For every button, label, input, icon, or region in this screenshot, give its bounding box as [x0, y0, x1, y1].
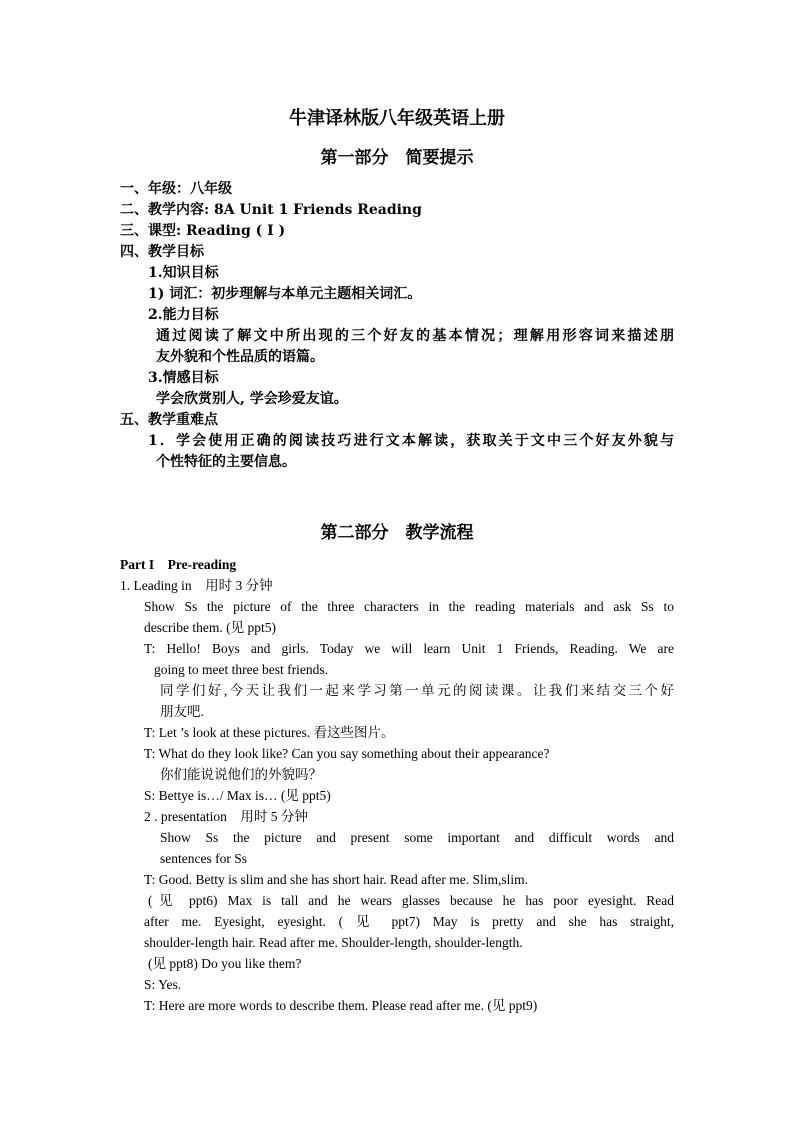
student-answer-1: S: Bettye is…/ Max is… (见 ppt5) [144, 788, 331, 803]
teacher-betty: T: Good. Betty is slim and she has short hair. Read after me. Slim,slim. [144, 872, 529, 887]
teacher-look-pictures: T: Let ’s look at these pictures. 看这些图片。 [144, 725, 395, 740]
teacher-max-2: after me. Eyesight, eyesight. ( 见 ppt7) May is pretty and she has straight, [144, 914, 674, 929]
key-point-text-1: 1．学会使用正确的阅读技巧进行文本解读，获取关于文中三个好友外貌与 [148, 433, 674, 449]
ability-objective-heading: 2.能力目标 [148, 307, 219, 323]
teacher-max-1: (见 ppt6) Max is tall and he wears glasses because he has poor eyesight. Read [148, 893, 674, 908]
teacher-greeting-2: going to meet three best friends. [154, 662, 328, 677]
part2-heading: 第二部分 教学流程 [320, 523, 474, 543]
part1-heading: 第一部分 简要提示 [320, 148, 474, 168]
presentation-heading: 2 . presentation 用时 5 分钟 [144, 809, 308, 824]
greeting-translation-1: 同学们好,今天让我们一起来学习第一单元的阅读课。让我们来结交三个好 [160, 683, 674, 698]
part-i-heading: Part I Pre-reading [120, 557, 237, 572]
leading-in-instruction-2: describe them. (见 ppt5) [144, 620, 276, 635]
objectives-heading: 四、教学目标 [120, 244, 204, 260]
vocabulary-objective: 1) 词汇：初步理解与本单元主题相关词汇。 [148, 286, 422, 302]
ability-objective-text-2: 友外貌和个性品质的语篇。 [156, 349, 324, 365]
leading-in-instruction-1: Show Ss the picture of the three characters in the reading materials and ask Ss to [144, 599, 674, 614]
lesson-type-line: 三、课型: Reading ( I ) [120, 223, 286, 239]
teacher-ask-appearance: T: What do they look like? Can you say something about their appearance? [144, 746, 550, 761]
content-line: 二、教学内容: 8A Unit 1 Friends Reading [120, 202, 422, 218]
knowledge-objective-heading: 1.知识目标 [148, 265, 219, 281]
presentation-instruction-1: Show Ss the picture and present some important and difficult words and [160, 830, 674, 845]
teacher-do-you-like: (见 ppt8) Do you like them? [148, 956, 302, 971]
emotion-objective-text: 学会欣赏别人, 学会珍爱友谊。 [156, 391, 348, 407]
presentation-instruction-2: sentences for Ss [160, 851, 247, 866]
leading-in-heading: 1. Leading in 用时 3 分钟 [120, 578, 273, 593]
teacher-may: shoulder-length hair. Read after me. Shoulder-length, shoulder-length. [144, 935, 523, 950]
greeting-translation-2: 朋友吧. [160, 704, 204, 719]
key-point-text-2: 个性特征的主要信息。 [156, 454, 296, 470]
grade-line: 一、年级：八年级 [120, 181, 232, 197]
teacher-greeting-1: T: Hello! Boys and girls. Today we will learn Unit 1 Friends, Reading. We are [144, 641, 674, 656]
emotion-objective-heading: 3.情感目标 [148, 370, 219, 386]
key-points-heading: 五、教学重难点 [120, 412, 218, 428]
student-answer-2: S: Yes. [144, 977, 182, 992]
appearance-translation: 你们能说说他们的外貌吗？ [160, 767, 322, 782]
document-title: 牛津译林版八年级英语上册 [289, 108, 505, 129]
teacher-more-words: T: Here are more words to describe them. Please read after me. (见 ppt9) [144, 998, 538, 1013]
ability-objective-text-1: 通过阅读了解文中所出现的三个好友的基本情况；理解用形容词来描述朋 [156, 328, 674, 344]
